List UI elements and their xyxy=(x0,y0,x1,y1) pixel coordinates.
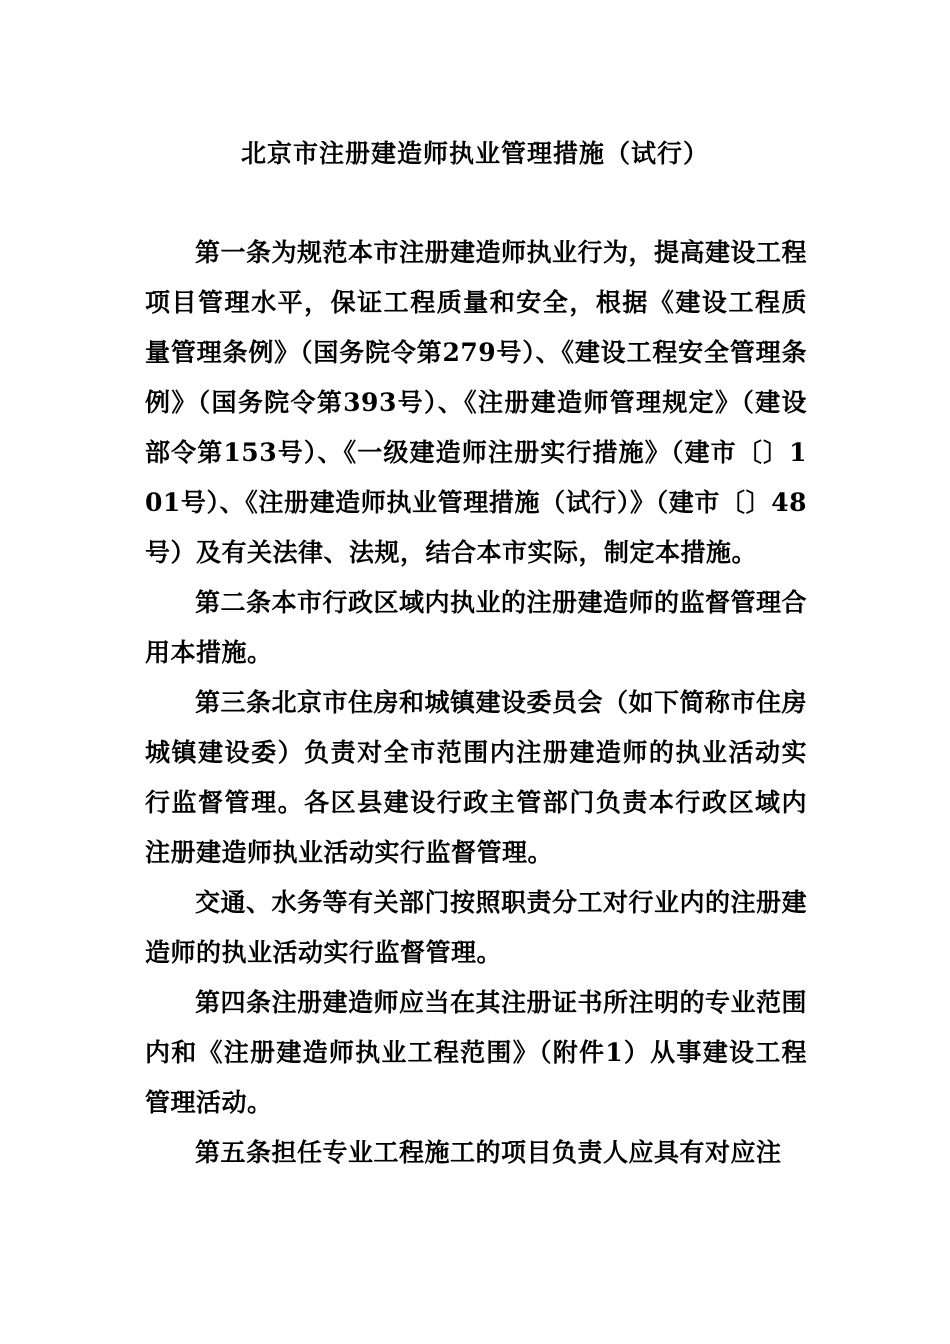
paragraph-article-3: 第三条北京市住房和城镇建设委员会（如下简称市住房城镇建设委）负责对全市范围内注册建造师的执业活动实行监督管理。各区县建设行政主管部门负责本行政区域内注册建造师执业活动实行监督管理。 xyxy=(145,688,808,867)
document-title: 北京市注册建造师执业管理措施（试行） xyxy=(240,139,709,168)
paragraph-article-1: 第一条为规范本市注册建造师执业行为，提高建设工程项目管理水平，保证工程质量和安全，根据《建设工程质量管理条例》（国务院令第279号）、《建设工程安全管理条例》（国务院令第393号）、《注册建造师管理规定》（建设部令第153号）、《一级建造师注册实行措施》（建市〔〕101号）、《注册建造师执业管理措施（试行）》（建市〔〕48号）及有关法律、法规，结合本市实际，制定本措施。 xyxy=(145,238,808,567)
paragraph-article-3-supplement: 交通、水务等有关部门按照职责分工对行业内的注册建造师的执业活动实行监督管理。 xyxy=(145,888,808,967)
paragraph-article-5: 第五条担任专业工程施工的项目负责人应具有对应注 xyxy=(195,1138,782,1167)
document-body xyxy=(145,228,807,1178)
paragraph-article-2: 第二条本市行政区域内执业的注册建造师的监督管理合用本措施。 xyxy=(145,588,808,667)
paragraph-article-4: 第四条注册建造师应当在其注册证书所注明的专业范围内和《注册建造师执业工程范围》（附件1）从事建设工程管理活动。 xyxy=(145,988,808,1117)
